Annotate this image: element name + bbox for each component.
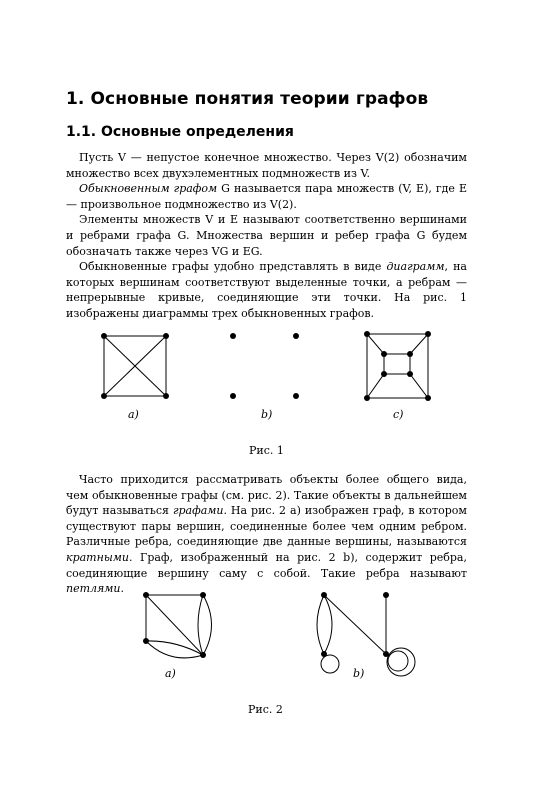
paragraph-5-c: . Граф, изображенный на рис. 2 b), содержит ребра, соединяющие вершину саму с собой. Такие ребра называют [66,550,467,580]
fig1-label-c: c) [393,408,404,421]
term-loops: петлями [66,582,121,596]
term-diagram: диаграмм [386,260,445,274]
fig1-label-b: b) [261,408,273,421]
paragraph-5-b: . На рис. 2 a) изображен граф, в котором существуют пары вершин, соединенные более чем одним ребром. Различные ребра, соединяющие две данные вершины, называются [66,504,467,549]
term-multiple: кратными [66,550,130,564]
figure-1-caption: Рис. 1 [249,444,284,457]
paragraph-4-b: , на которых вершинам соответствуют выделенные точки, а ребрам — непрерывные кривые, соединяющие эти точки. На рис. 1 изображены диаграммы трех обыкновенных графов. [66,260,467,320]
fig2-label-a: a) [165,667,176,680]
fig2-label-b: b) [353,667,365,680]
body-text-2 [66,472,467,597]
graph-2a-edges [146,595,212,658]
paragraph-1: Пусть V — непустое конечное множество. Через V(2) обозначим множество всех двухэлементных подмножеств из V. [66,151,467,180]
figure-2-caption: Рис. 2 [248,703,283,716]
paragraph-5-d: . [120,582,125,596]
graph-2b-edges [317,595,415,676]
paragraph-5-a: Часто приходится рассматривать объекты более общего вида, чем обыкновенные графы (см. рис. 2). Такие объекты в дальнейшем будут называться [66,473,467,518]
paragraph-4-a: Обыкновенные графы удобно представлять в виде [79,260,387,274]
graph-a-edges [104,336,166,396]
graph-c-edges [367,334,428,398]
section-title: 1. Основные понятия теории графов [66,89,429,109]
paragraph-5 [66,472,467,597]
graph-b-vertices [230,333,299,399]
paragraph-2-rest: G называется пара множеств (V, E), где E — произвольное подмножество из V(2). [66,182,467,211]
term-ordinary-graph: Обыкновенным графом [79,182,218,196]
subsection-title: 1.1. Основные определения [66,124,294,140]
fig1-label-a: a) [128,408,139,421]
term-graphs: графами [172,504,224,518]
paragraph-3: Элементы множеств V и E называют соответственно вершинами и ребрами графа G. Множества вершин и ребер графа G будем обозначать также через VG и EG. [66,213,467,258]
